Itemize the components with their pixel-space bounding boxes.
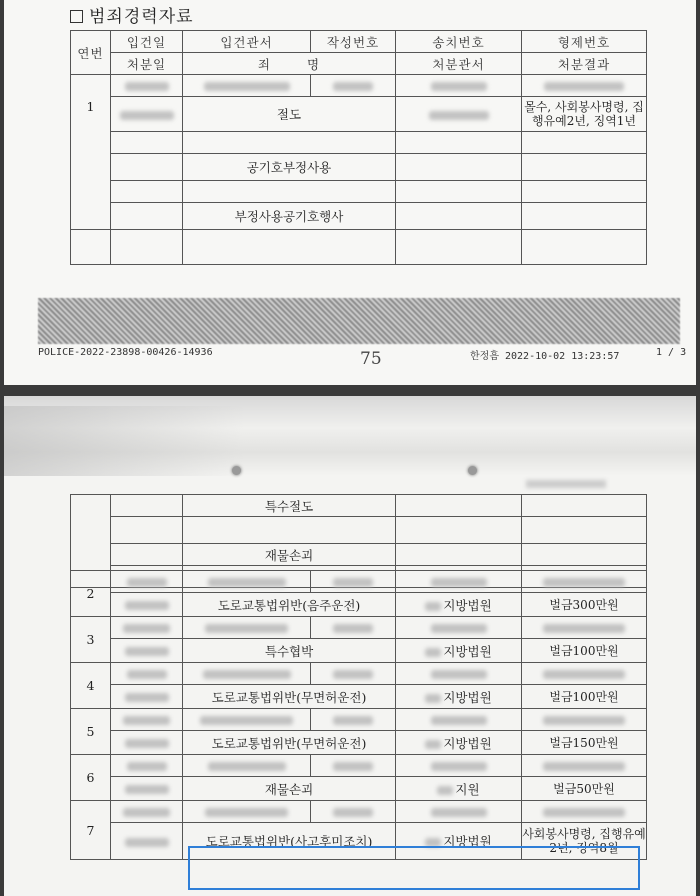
crime-name: 도로교통법위반(무면허운전) xyxy=(183,685,396,709)
redacted-text xyxy=(120,111,174,120)
crime-name: 도로교통법위반(음주운전) xyxy=(183,593,396,617)
redacted-text xyxy=(333,578,373,587)
redacted-text xyxy=(333,808,373,817)
footer-page-number: 1 / 3 xyxy=(656,347,687,358)
crime-name: 특수협박 xyxy=(183,639,396,663)
table-row xyxy=(71,544,647,566)
redacted-text xyxy=(208,578,286,587)
table-row xyxy=(71,685,647,709)
redacted-text xyxy=(543,716,625,725)
binding-rivet xyxy=(468,466,477,475)
table-row xyxy=(71,97,647,132)
redacted-text xyxy=(431,670,487,679)
table-row xyxy=(71,731,647,755)
record-page-2 xyxy=(4,396,696,896)
redacted-text xyxy=(543,670,625,679)
redacted-text xyxy=(205,808,288,817)
checkbox-icon xyxy=(70,10,83,23)
disposition-result: 벌금100만원 xyxy=(522,685,647,709)
crime-name: 재물손괴 xyxy=(183,777,396,801)
criminal-record-list xyxy=(70,570,647,860)
table-row xyxy=(71,132,647,154)
disposition-office: 지방법원 xyxy=(396,823,522,860)
disposition-office: 지방법원 xyxy=(396,685,522,709)
header-row-number: 연번 xyxy=(71,31,111,75)
disposition-office: 지원 xyxy=(396,777,522,801)
handwritten-page-mark: 75 xyxy=(360,349,382,369)
disposition-result: 벌금50만원 xyxy=(522,777,647,801)
redacted-text xyxy=(543,578,625,587)
redacted-text xyxy=(200,716,293,725)
redacted-text xyxy=(431,808,487,817)
redacted-text xyxy=(125,785,169,794)
redacted-text xyxy=(204,82,290,91)
record-number: 6 xyxy=(71,755,111,801)
redacted-text xyxy=(425,648,441,657)
disposition-office: 지방법원 xyxy=(396,639,522,663)
disposition-result: 벌금100만원 xyxy=(522,639,647,663)
redacted-text xyxy=(429,111,489,120)
table-row xyxy=(71,663,647,685)
table-row xyxy=(71,181,647,203)
record-number: 2 xyxy=(71,571,111,617)
redacted-text xyxy=(431,578,487,587)
table-row xyxy=(71,777,647,801)
table-row xyxy=(71,495,647,517)
redacted-text xyxy=(125,838,169,847)
record-number: 1 xyxy=(71,75,111,230)
redacted-text xyxy=(127,670,167,679)
redacted-text xyxy=(333,624,373,633)
redacted-text xyxy=(208,762,286,771)
record-number: 5 xyxy=(71,709,111,755)
crime-name: 도로교통법위반(무면허운전) xyxy=(183,731,396,755)
redacted-text xyxy=(333,670,373,679)
highlight-box xyxy=(188,846,640,890)
table-row xyxy=(71,203,647,230)
table-row xyxy=(71,75,647,97)
record-page-1 xyxy=(4,0,696,385)
crime-name: 도로교통법위반(사고후미조치) xyxy=(183,823,396,860)
crime-name: 재물손괴 xyxy=(183,544,396,566)
record-number: 4 xyxy=(71,663,111,709)
redacted-text xyxy=(544,82,624,91)
crime-name: 공기호부정사용 xyxy=(183,154,396,181)
redacted-text xyxy=(125,647,169,656)
table-row xyxy=(71,617,647,639)
redacted-text xyxy=(125,82,169,91)
redacted-text xyxy=(333,716,373,725)
redacted-text xyxy=(127,578,167,587)
redacted-text xyxy=(425,602,441,611)
redacted-text xyxy=(125,693,169,702)
crime-name: 부정사용공기호행사 xyxy=(183,203,396,230)
table-row xyxy=(71,571,647,593)
disposition-result: 사회봉사명령, 집행유예2년, 징역8월 xyxy=(522,823,647,860)
redacted-text xyxy=(543,762,625,771)
table-row xyxy=(71,755,647,777)
redacted-text xyxy=(543,808,625,817)
disposition-office: 지방법원 xyxy=(396,593,522,617)
header-case-date: 입건일 xyxy=(111,31,183,53)
redacted-text xyxy=(205,624,288,633)
table-row xyxy=(71,709,647,731)
table-row xyxy=(71,230,647,265)
crime-name: 절도 xyxy=(183,97,396,132)
header-crime-name: 죄 명 xyxy=(183,53,396,75)
record-number: 7 xyxy=(71,801,111,860)
criminal-record-table-top xyxy=(70,30,647,265)
header-case-office: 입건관서 xyxy=(183,31,311,53)
table-row xyxy=(71,154,647,181)
header-disposition-result: 처분결과 xyxy=(522,53,647,75)
redacted-text xyxy=(123,716,170,725)
redacted-text xyxy=(425,694,441,703)
redacted-text xyxy=(425,740,441,749)
header-disposition-date: 처분일 xyxy=(111,53,183,75)
redacted-text xyxy=(123,624,170,633)
table-row xyxy=(71,593,647,617)
redacted-text xyxy=(333,762,373,771)
document-title: 범죄경력자료 xyxy=(70,2,194,27)
redacted-barcode-strip xyxy=(38,298,680,344)
disposition-result: 몰수, 사회봉사명령, 집행유예2년, 징역1년 xyxy=(522,97,647,132)
table-row xyxy=(71,639,647,663)
header-referral-number: 송치번호 xyxy=(396,31,522,53)
disposition-result: 벌금150만원 xyxy=(522,731,647,755)
table-row xyxy=(71,801,647,823)
header-disposition-office: 처분관서 xyxy=(396,53,522,75)
redacted-text xyxy=(333,82,373,91)
redacted-text xyxy=(127,762,167,771)
table-row xyxy=(71,517,647,544)
redacted-text xyxy=(431,624,487,633)
crime-name: 특수절도 xyxy=(183,495,396,517)
redacted-text xyxy=(437,786,453,795)
header-prosecution-number: 형제번호 xyxy=(522,31,647,53)
redacted-text xyxy=(125,739,169,748)
redacted-text xyxy=(123,808,170,817)
redacted-text xyxy=(431,716,487,725)
redacted-text xyxy=(203,670,291,679)
redacted-text xyxy=(543,624,625,633)
header-doc-number: 작성번호 xyxy=(311,31,396,53)
footer-user-timestamp: 한정흠 2022-10-02 13:23:57 xyxy=(470,351,620,362)
redacted-text xyxy=(431,82,487,91)
disposition-office: 지방법원 xyxy=(396,731,522,755)
redacted-text xyxy=(125,601,169,610)
disposition-result: 벌금300만원 xyxy=(522,593,647,617)
record-number: 3 xyxy=(71,617,111,663)
binding-rivet xyxy=(232,466,241,475)
redacted-text xyxy=(431,762,487,771)
footer-document-id: POLICE-2022-23898-00426-14936 xyxy=(38,347,213,358)
